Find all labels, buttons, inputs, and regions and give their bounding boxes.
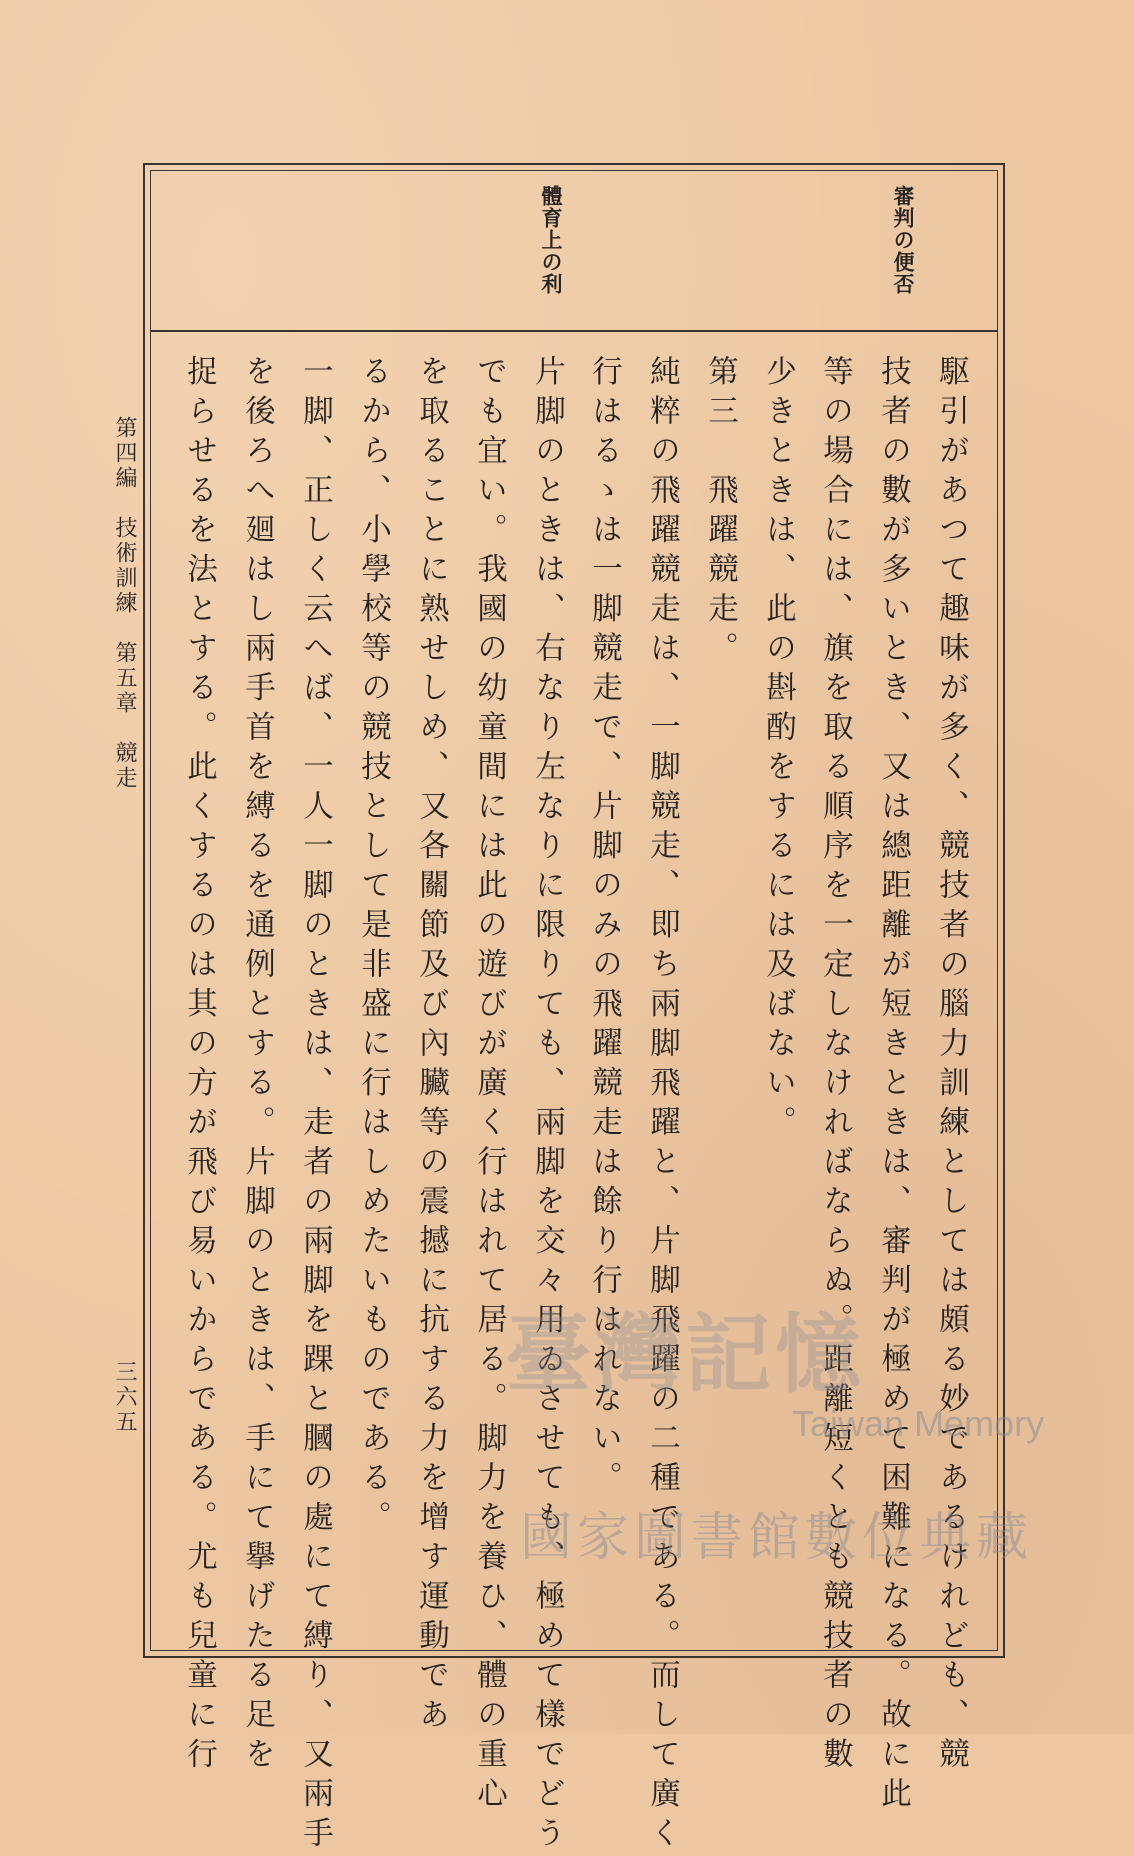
- text-column: るから、小學校等の競技として是非盛に行はしめたいものである。: [355, 355, 391, 1540]
- text-column: 捉らせるを法とする。此くするのは其の方が飛び易いからである。尤も兒童に行: [181, 355, 217, 1777]
- section-heading: 第三 飛躍競走。: [702, 355, 738, 671]
- text-column: 技者の數が多いとき、又は總距離が短きときは、審判が極めて困難になる。故に此: [875, 355, 911, 1817]
- margin-note-1: 審判の便否: [891, 185, 916, 295]
- text-column: 一脚、正しく云へば、一人一脚のときは、走者の兩脚を踝と膕の處にて縛り、又兩手: [297, 355, 333, 1856]
- text-column: 純粹の飛躍競走は、一脚競走、即ち兩脚飛躍と、片脚飛躍の二種である。而して廣く: [644, 355, 680, 1856]
- watermark-logo: 臺灣記憶: [505, 1304, 865, 1405]
- running-head: 第四編 技術訓練 第五章 競走: [112, 416, 137, 791]
- watermark-library: 國家圖書館數位典藏: [520, 1508, 1034, 1568]
- text-column: でも宜い。我國の幼童間には此の遊びが廣く行はれて居る。脚力を養ひ、體の重心: [471, 355, 507, 1817]
- text-column: を取ることに熟せしめ、又各關節及び內臟等の震撼に抗する力を增す運動であ: [413, 355, 449, 1738]
- inner-frame: [150, 170, 998, 1651]
- watermark-english: Taiwan Memory: [792, 1403, 1045, 1444]
- margin-note-2: 體育上の利: [539, 185, 564, 295]
- text-column: を後ろへ廻はし兩手首を縛るを通例とする。片脚のときは、手にて擧げたる足を: [239, 355, 275, 1777]
- text-column: 少きときは、此の斟酌をするには及ばない。: [760, 355, 796, 1145]
- text-column: 片脚のときは、右なり左なりに限りても、兩脚を交々用ゐさせても、極めて樣でどう: [529, 355, 565, 1856]
- page-number: 三六五: [112, 1360, 137, 1435]
- text-column: 等の場合には、旗を取る順序を一定しなければならぬ。距離短くとも競技者の數: [817, 355, 853, 1777]
- text-column: 駆引があつて趣味が多く、競技者の腦力訓練としては頗る妙であるけれども、競: [933, 355, 969, 1777]
- text-column: 行はるゝは一脚競走で、片脚のみの飛躍競走は餘り行はれない。: [586, 355, 622, 1501]
- margin-rule: [150, 330, 998, 332]
